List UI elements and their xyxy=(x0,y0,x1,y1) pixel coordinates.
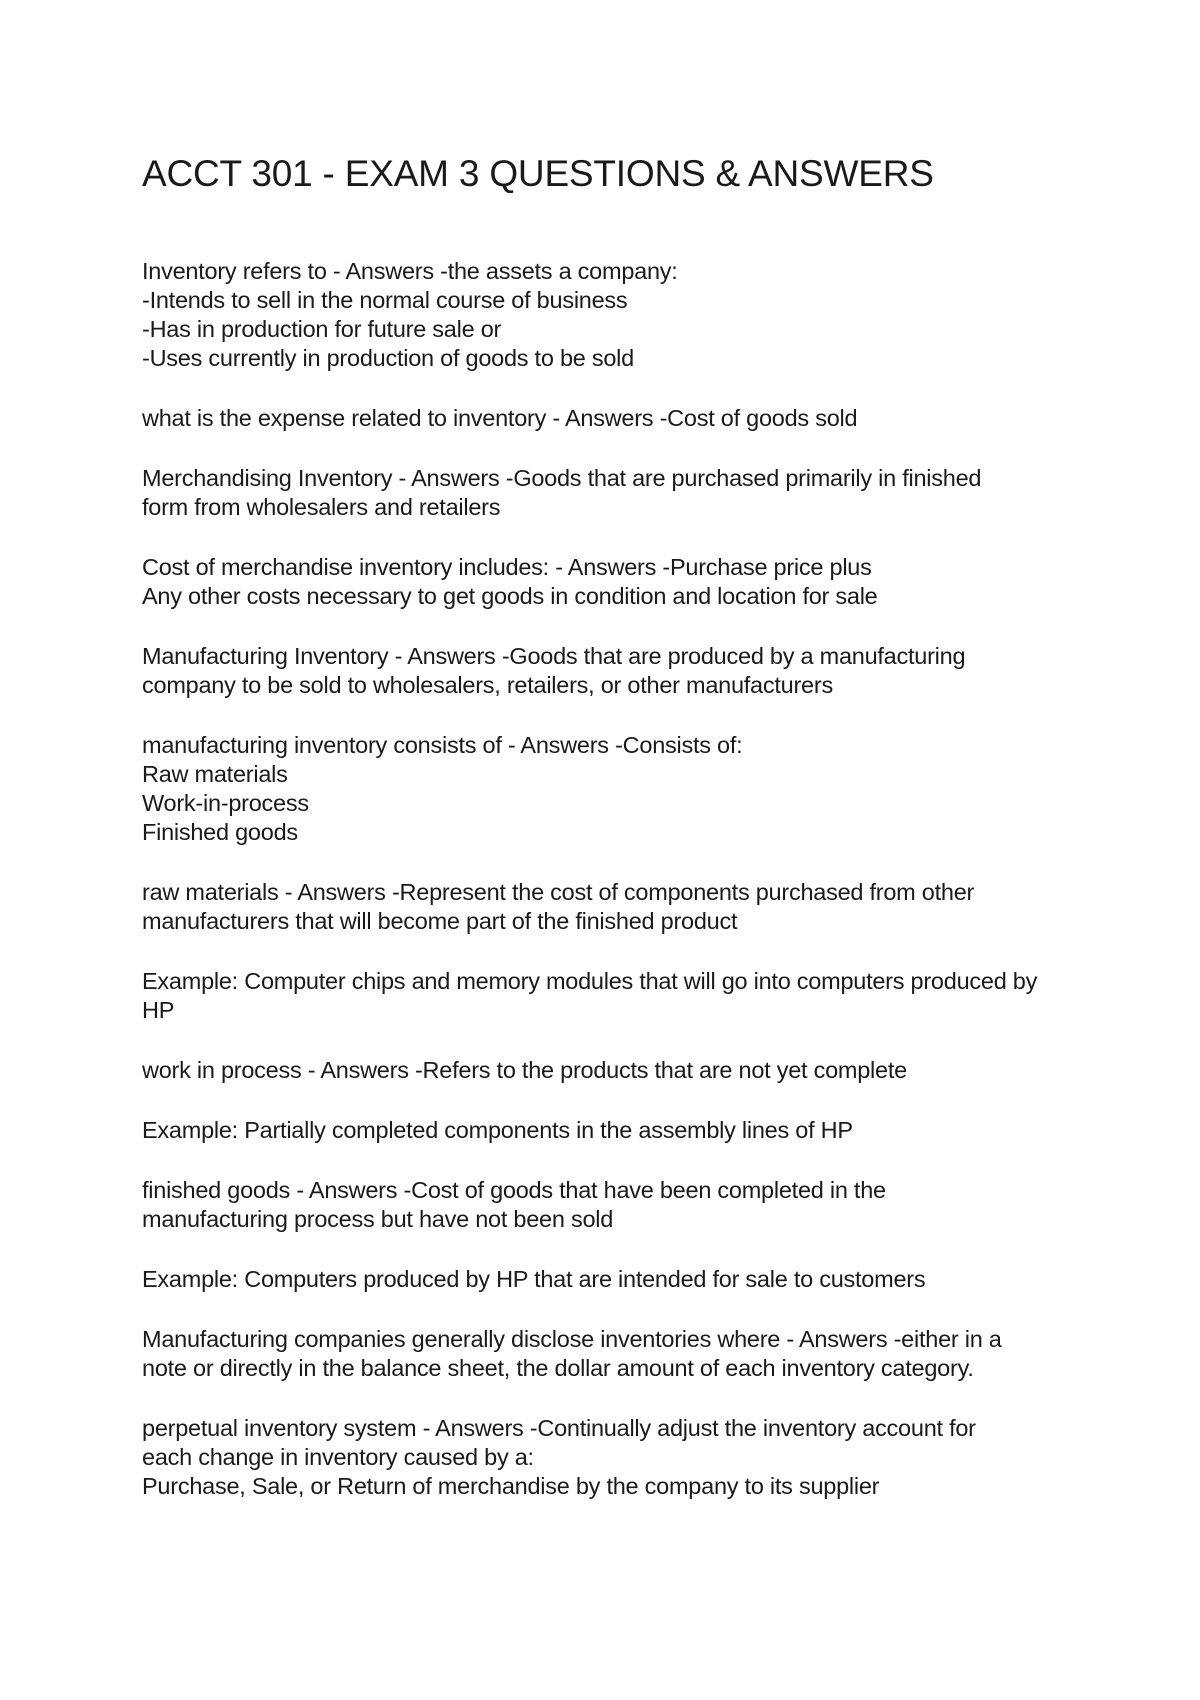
qa-entry-line: Raw materials xyxy=(142,761,288,787)
qa-entry-line: Purchase, Sale, or Return of merchandise by the company to its supplier xyxy=(142,1473,880,1499)
qa-entry xyxy=(142,404,1082,433)
document-title: ACCT 301 - EXAM 3 QUESTIONS & ANSWERS xyxy=(142,153,934,194)
qa-entry-line: raw materials - Answers -Represent the cost of components purchased from other xyxy=(142,879,975,905)
qa-entry-line: -Uses currently in production of goods to be sold xyxy=(142,345,634,371)
qa-entry xyxy=(142,1116,1082,1145)
qa-entry xyxy=(142,1325,1082,1383)
qa-entry-line: note or directly in the balance sheet, the dollar amount of each inventory category. xyxy=(142,1355,974,1381)
qa-entry-line: what is the expense related to inventory - Answers -Cost of goods sold xyxy=(142,405,858,431)
qa-entry xyxy=(142,642,1082,700)
qa-entry xyxy=(142,553,1082,611)
qa-entry-line: Manufacturing Inventory - Answers -Goods that are produced by a manufacturing xyxy=(142,643,966,669)
qa-entry-line: Work-in-process xyxy=(142,790,309,816)
qa-entry xyxy=(142,967,1082,1025)
qa-entry-line: perpetual inventory system - Answers -Continually adjust the inventory account for xyxy=(142,1415,976,1441)
qa-entry-line: manufacturing inventory consists of - Answers -Consists of: xyxy=(142,732,743,758)
qa-entry xyxy=(142,464,1082,522)
qa-entry-line: Manufacturing companies generally disclose inventories where - Answers -either in a xyxy=(142,1326,1002,1352)
qa-entry xyxy=(142,1265,1082,1294)
qa-entry-line: finished goods - Answers -Cost of goods that have been completed in the xyxy=(142,1177,886,1203)
qa-entry-line: Cost of merchandise inventory includes: - Answers -Purchase price plus xyxy=(142,554,872,580)
qa-entry xyxy=(142,1176,1082,1234)
qa-list xyxy=(142,257,1082,1532)
qa-entry-line: form from wholesalers and retailers xyxy=(142,494,501,520)
qa-entry-line: Example: Computer chips and memory modules that will go into computers produced by xyxy=(142,968,1038,994)
qa-entry-line: HP xyxy=(142,997,175,1023)
qa-entry-line: Example: Computers produced by HP that are intended for sale to customers xyxy=(142,1266,926,1292)
qa-entry-line: company to be sold to wholesalers, retailers, or other manufacturers xyxy=(142,672,833,698)
qa-entry-line: Example: Partially completed components in the assembly lines of HP xyxy=(142,1117,853,1143)
qa-entry-line: -Intends to sell in the normal course of business xyxy=(142,287,628,313)
qa-entry-line: work in process - Answers -Refers to the products that are not yet complete xyxy=(142,1057,907,1083)
qa-entry-line: each change in inventory caused by a: xyxy=(142,1444,534,1470)
qa-entry-line: Finished goods xyxy=(142,819,298,845)
qa-entry xyxy=(142,257,1082,373)
qa-entry xyxy=(142,1414,1082,1501)
qa-entry-line: manufacturers that will become part of the finished product xyxy=(142,908,738,934)
qa-entry xyxy=(142,731,1082,847)
qa-entry-line: -Has in production for future sale or xyxy=(142,316,502,342)
qa-entry-line: Any other costs necessary to get goods in condition and location for sale xyxy=(142,583,878,609)
qa-entry-line: manufacturing process but have not been sold xyxy=(142,1206,614,1232)
qa-entry xyxy=(142,1056,1082,1085)
qa-entry-line: Inventory refers to - Answers -the assets a company: xyxy=(142,258,678,284)
qa-entry-line: Merchandising Inventory - Answers -Goods that are purchased primarily in finished xyxy=(142,465,982,491)
qa-entry xyxy=(142,878,1082,936)
